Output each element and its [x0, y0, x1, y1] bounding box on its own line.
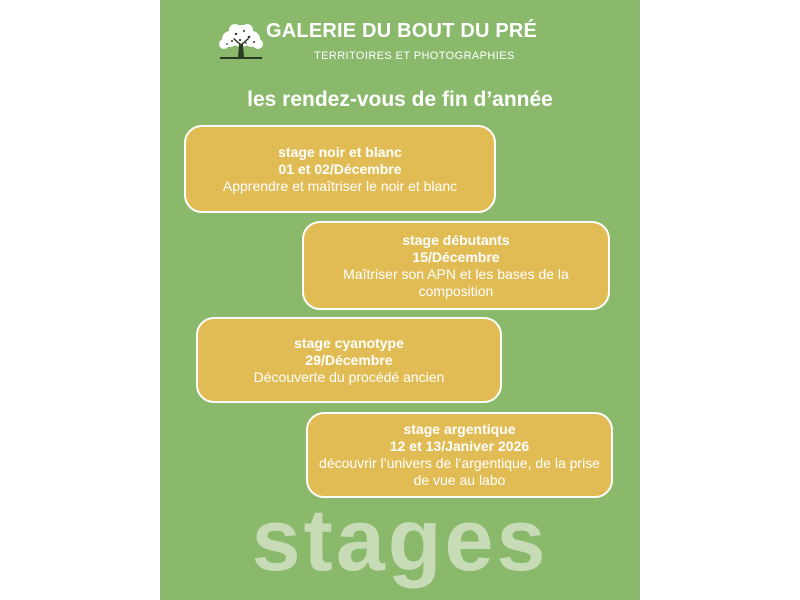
event-date: 15/Décembre [412, 248, 500, 265]
gallery-subtitle: TERRITOIRES ET PHOTOGRAPHIES [314, 50, 515, 62]
event-description: découvrir l’univers de l’argentique, de la prise de vue au labo [319, 455, 600, 488]
event-title: stage débutants [402, 231, 510, 248]
stages-watermark: stages [251, 490, 549, 589]
event-title: stage cyanotype [294, 334, 404, 351]
event-description: Maîtriser son APN et les bases de la composition [343, 265, 569, 299]
event-date: 01 et 02/Décembre [278, 160, 402, 177]
poster [160, 0, 640, 600]
gallery-title: GALERIE DU BOUT DU PRÉ [266, 20, 538, 42]
event-description: Découverte du procédé ancien [253, 368, 445, 385]
event-card-cyanotype [196, 317, 502, 403]
event-card-argentique [306, 412, 613, 498]
event-date: 12 et 13/Janiver 2026 [389, 438, 530, 454]
event-description: Apprendre et maîtriser le noir et blanc [222, 177, 458, 194]
event-card-noir-et-blanc [184, 125, 496, 213]
event-card-debutants [302, 221, 610, 310]
event-title: stage noir et blanc [278, 143, 402, 160]
tree-icon [218, 22, 264, 64]
event-title: stage argentique [403, 421, 516, 437]
event-date: 29/Décembre [305, 351, 393, 368]
headline: les rendez-vous de fin d’année [247, 88, 553, 111]
